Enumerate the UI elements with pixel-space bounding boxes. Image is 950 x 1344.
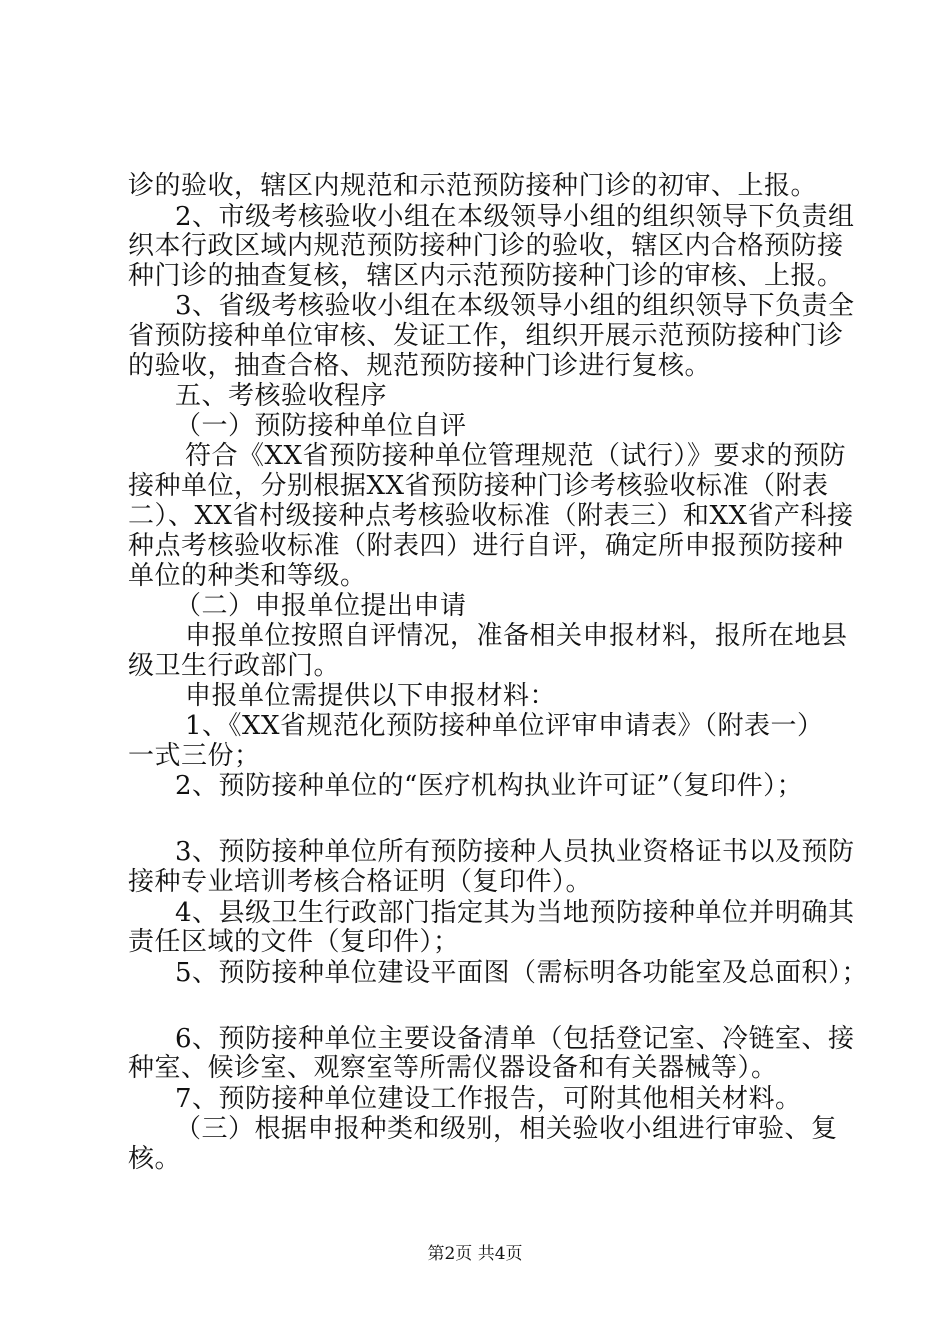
text-line: 二）、XX省村级接种点考核验收标准（附表三）和XX省产科接 [128, 501, 854, 532]
text-line: 诊的验收，辖区内规范和示范预防接种门诊的初审、上报。 [128, 171, 818, 201]
text-line: 接种单位，分别根据XX省预防接种门诊考核验收标准（附表 [128, 470, 829, 501]
subsection-heading: （二）申报单位提出申请 [175, 590, 467, 621]
subsection-heading: （一）预防接种单位自评 [175, 411, 467, 442]
text-line: 级卫生行政部门。 [128, 651, 341, 681]
text-line: 省预防接种单位审核、发证工作，组织开展示范预防接种门诊 [128, 320, 844, 351]
page-number-footer: 第2页 共4页 [427, 1244, 523, 1264]
text-line: 申报单位需提供以下申报材料： [185, 680, 557, 711]
list-item: 7、预防接种单位建设工作报告，可附其他相关材料。 [175, 1083, 802, 1114]
list-item: 4、县级卫生行政部门指定其为当地预防接种单位并明确其 [175, 897, 855, 928]
text-line: 3、省级考核验收小组在本级领导小组的组织领导下负责全 [175, 291, 855, 322]
text-line: 2、市级考核验收小组在本级领导小组的组织领导下负责组 [175, 201, 855, 232]
text-line: 的验收，抽查合格、规范预防接种门诊进行复核。 [128, 351, 712, 382]
list-item: 2、预防接种单位的“医疗机构执业许可证”（复印件）； [175, 771, 804, 802]
text-line: 一式三份； [128, 740, 261, 771]
text-line: 申报单位按照自评情况，准备相关申报材料，报所在地县 [185, 621, 848, 652]
text-line: 接种专业培训考核合格证明（复印件）。 [128, 867, 593, 897]
text-line: 核。 [128, 1144, 182, 1174]
text-line: 种点考核验收标准（附表四）进行自评，确定所申报预防接种 [128, 530, 844, 561]
list-item: 6、预防接种单位主要设备清单（包括登记室、冷链室、接 [175, 1023, 855, 1054]
subsection-heading: （三）根据申报种类和级别，相关验收小组进行审验、复 [175, 1113, 838, 1144]
text-line: 种门诊的抽查复核，辖区内示范预防接种门诊的审核、上报。 [128, 260, 844, 291]
text-line: 织本行政区域内规范预防接种门诊的验收，辖区内合格预防接 [128, 231, 844, 262]
list-item: 5、预防接种单位建设平面图（需标明各功能室及总面积）； [175, 957, 869, 988]
text-line: 符合《XX省预防接种单位管理规范（试行）》要求的预防 [185, 441, 847, 471]
text-line: 种室、候诊室、观察室等所需仪器设备和有关器械等）。 [128, 1053, 778, 1084]
list-item: 3、预防接种单位所有预防接种人员执业资格证书以及预防 [175, 837, 855, 868]
text-line: 单位的种类和等级。 [128, 561, 367, 592]
section-heading: 五、考核验收程序 [175, 380, 388, 411]
text-line: 责任区域的文件（复印件）； [128, 927, 460, 958]
list-item: 1、《XX省规范化预防接种单位评审申请表》（附表一） [185, 711, 824, 742]
